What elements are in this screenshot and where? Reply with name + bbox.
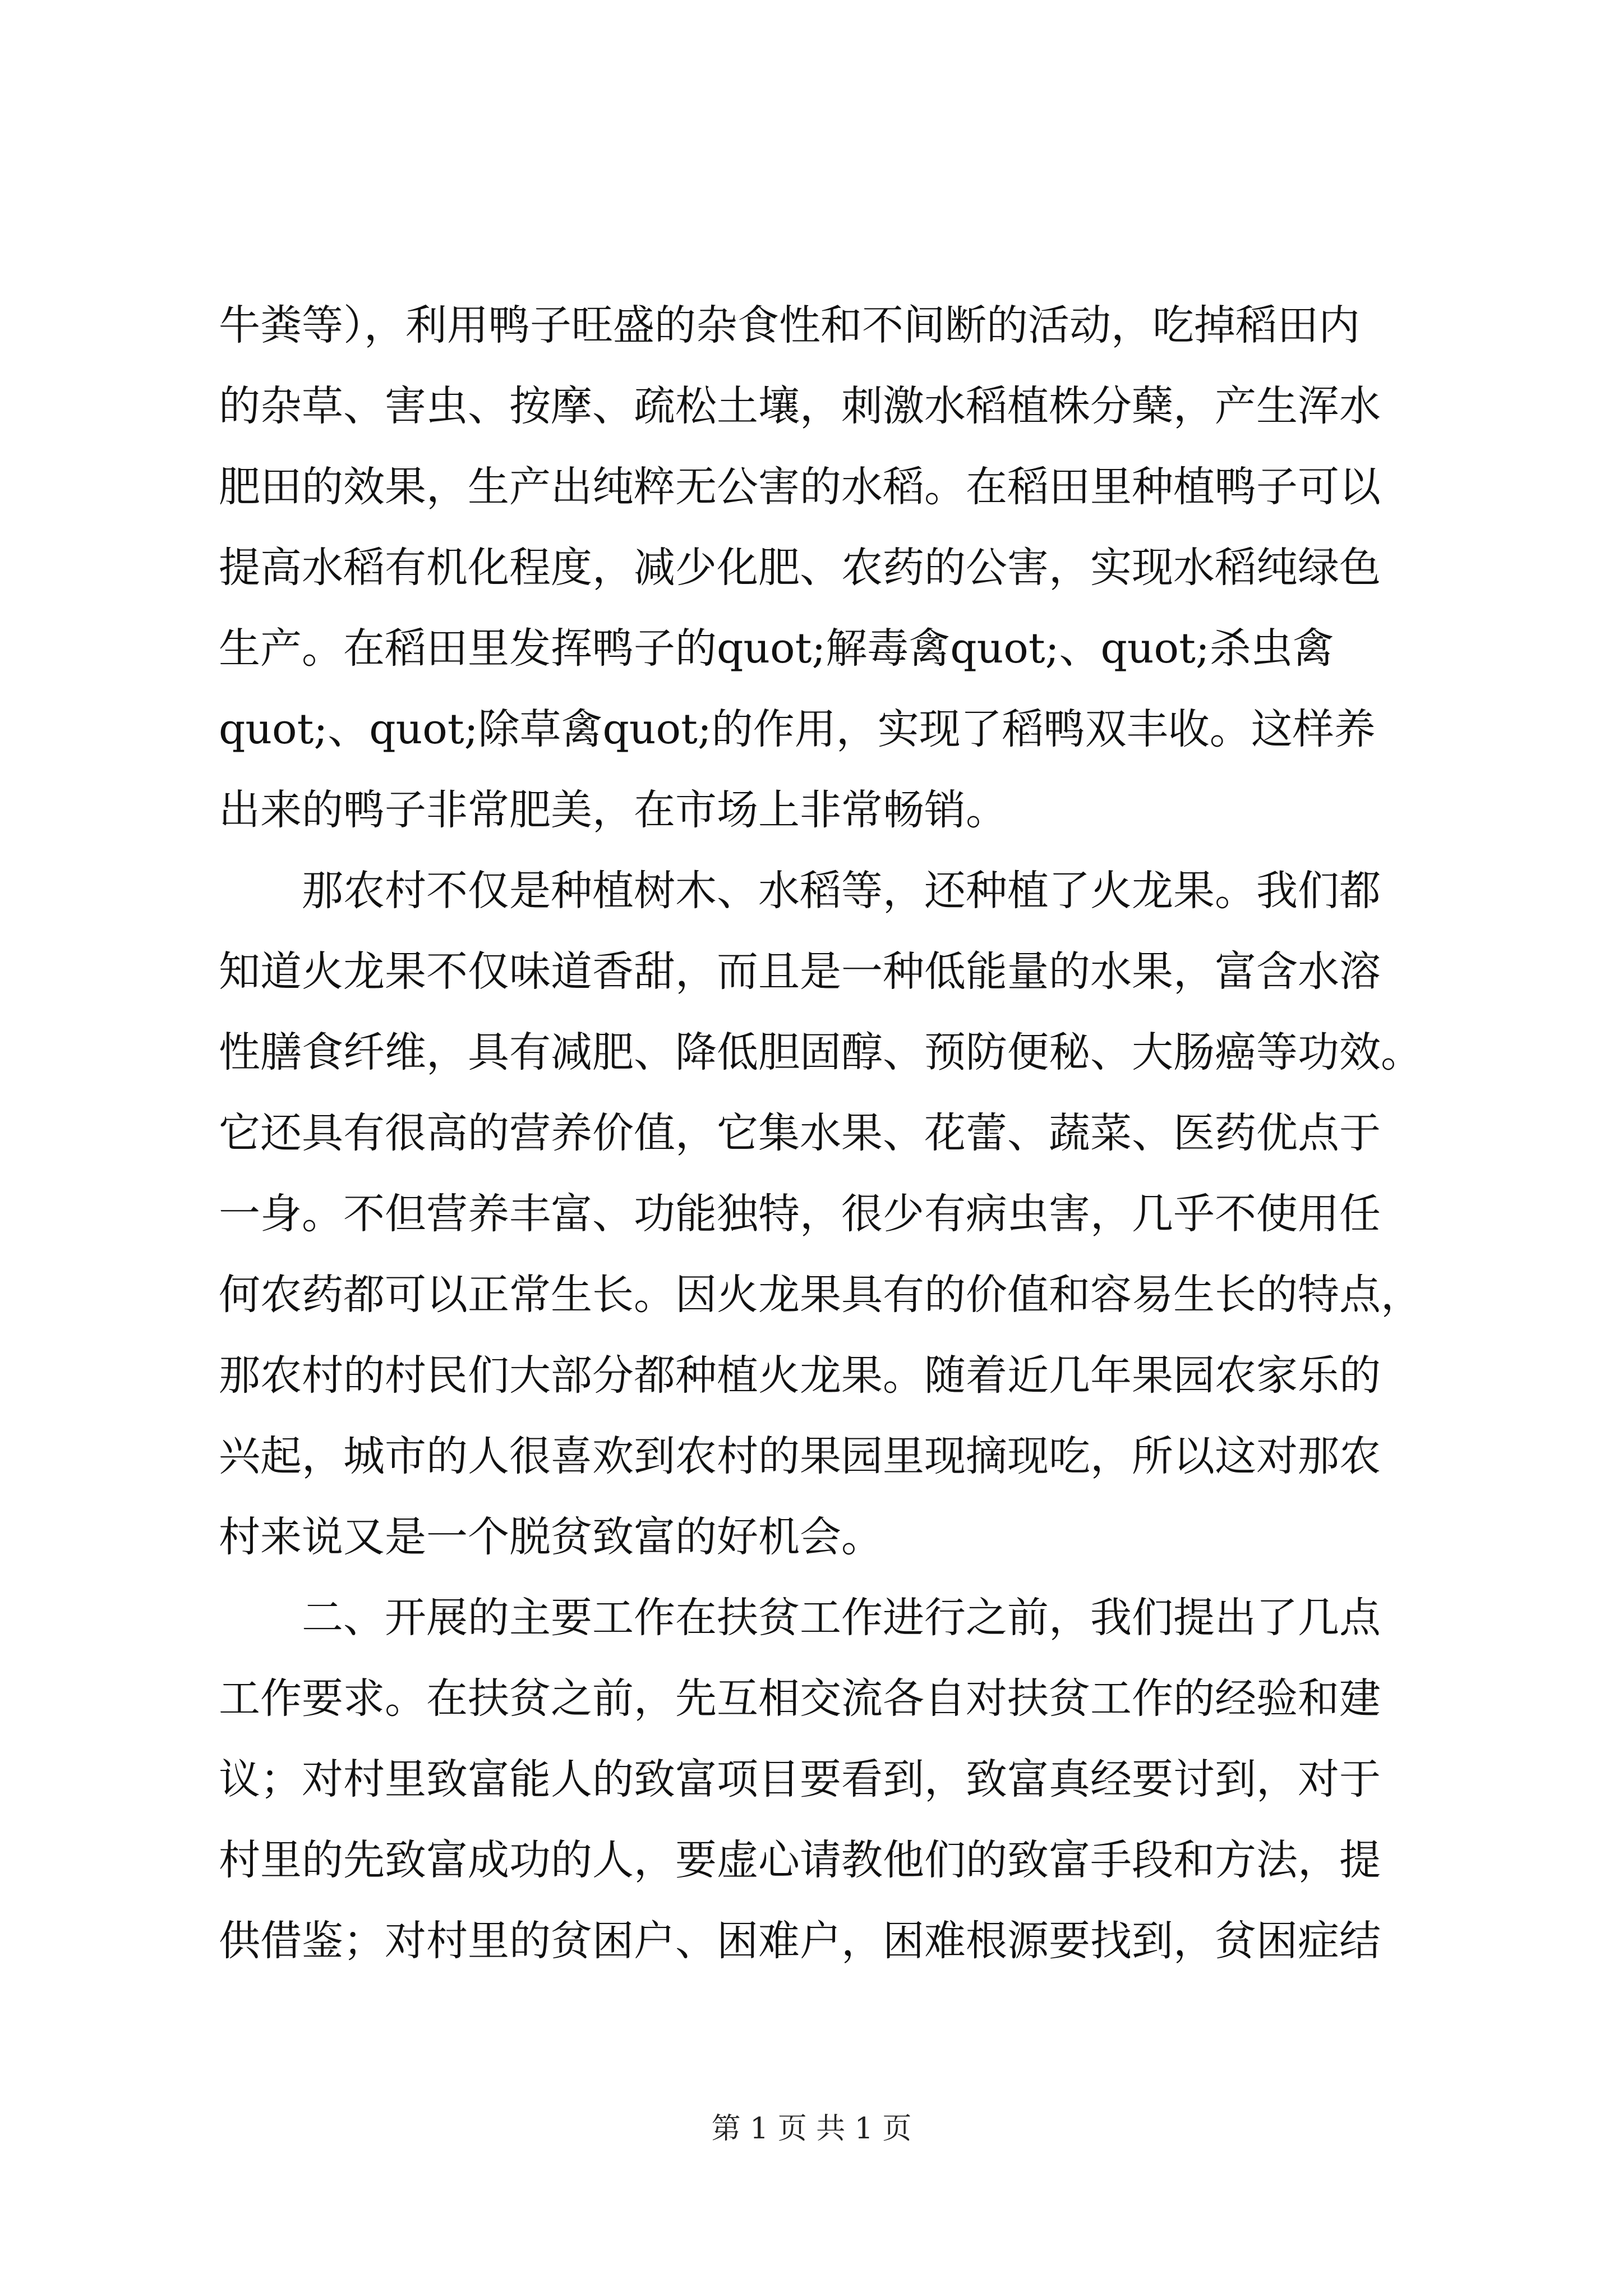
text-line: 性膳食纤维，具有减肥、降低胆固醇、预防便秘、大肠癌等功效。 [219,1028,1422,1076]
text-line: 它还具有很高的营养价值，它集水果、花蕾、蔬菜、医药优点于 [219,1109,1381,1157]
text-line: 一身。不但营养丰富、功能独特，很少有病虫害，几乎不使用任 [219,1190,1381,1238]
text-line: 那农村的村民们大部分都种植火龙果。随着近几年果园农家乐的 [219,1351,1381,1400]
text-line: 工作要求。在扶贫之前，先互相交流各自对扶贫工作的经验和建 [219,1674,1381,1723]
text-line: 知道火龙果不仅味道香甜，而且是一种低能量的水果，富含水溶 [219,947,1381,996]
text-line: 那农村不仅是种植树木、水稻等，还种植了火龙果。我们都 [302,867,1381,915]
text-line: 村里的先致富成功的人，要虚心请教他们的致富手段和方法，提 [219,1836,1381,1884]
page-footer: 第 1 页 共 1 页 [711,2112,912,2146]
text-line: quot;、quot;除草禽quot;的作用，实现了稻鸭双丰收。这样养 [219,705,1376,753]
text-line: 二、开展的主要工作在扶贫工作进行之前，我们提出了几点 [302,1594,1381,1642]
text-line: 肥田的效果，生产出纯粹无公害的水稻。在稻田里种植鸭子可以 [219,463,1381,511]
text-line: 村来说又是一个脱贫致富的好机会。 [219,1513,883,1561]
text-line: 何农药都可以正常生长。因火龙果具有的价值和容易生长的特点， [219,1271,1422,1319]
text-line: 出来的鸭子非常肥美，在市场上非常畅销。 [219,786,1007,834]
text-line: 供借鉴；对村里的贫困户、困难户，困难根源要找到，贫困症结 [219,1917,1381,1965]
text-line: 议；对村里致富能人的致富项目要看到，致富真经要讨到，对于 [219,1755,1381,1803]
text-line: 兴起，城市的人很喜欢到农村的果园里现摘现吃，所以这对那农 [219,1432,1381,1480]
body-text [219,285,1422,1981]
text-line: 的杂草、害虫、按摩、疏松土壤，刺激水稻植株分蘖，产生浑水 [219,382,1381,430]
text-line: 生产。在稻田里发挥鸭子的quot;解毒禽quot;、quot;杀虫禽 [219,624,1334,673]
text-line: 提高水稻有机化程度，减少化肥、农药的公害，实现水稻纯绿色 [219,544,1381,592]
text-line: 牛粪等），利用鸭子旺盛的杂食性和不间断的活动，吃掉稻田内 [219,301,1360,349]
